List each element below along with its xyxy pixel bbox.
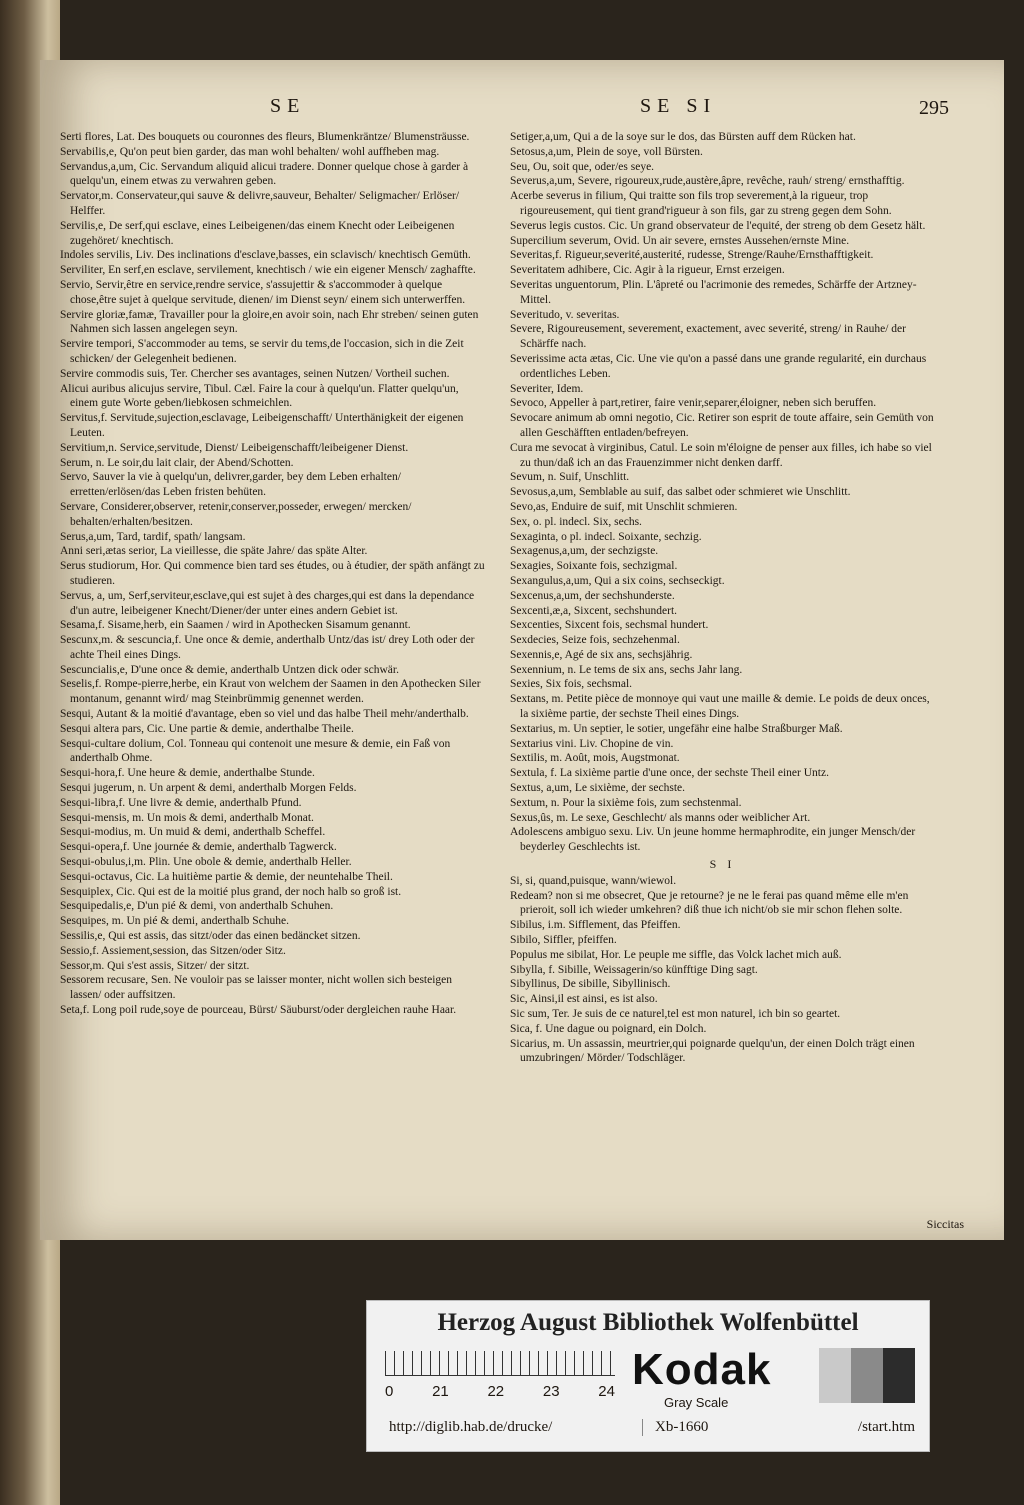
dictionary-entry: Sesqui altera pars, Cic. Une partie & demie, anderthalbe Theile. — [60, 722, 354, 735]
dictionary-entry: Sesqui-cultare dolium, Col. Tonneau qui contenoit une mesure & demie, ein Faß von anderthalb Ohme. — [60, 737, 451, 765]
dictionary-entry: Sesqui jugerum, n. Un arpent & demi, anderthalb Morgen Felds. — [60, 782, 357, 795]
dictionary-entry: Sesqui-mensis, m. Un mois & demi, anderthalb Monat. — [60, 811, 314, 824]
ruler-numbers — [385, 1383, 615, 1400]
dictionary-entry: Servire gloriæ,famæ, Travailler pour la gloire,en avoir soin, nach Ehr streben/ seinen guten Nahmen sich lassen angelegen seyn. — [60, 308, 479, 336]
dictionary-entry: Sesama,f. Sisame,herb, ein Saamen / wird in Apothecken Sisamum genannt. — [60, 619, 411, 632]
dictionary-entry: Severus,a,um, Severe, rigoureux,rude,austère,âpre, revêche, rauh/ streng/ ernsthafftig. — [510, 175, 905, 188]
dictionary-entry: Sexcenus,a,um, der sechshunderste. — [510, 589, 675, 602]
ruler-number: 24 — [598, 1383, 615, 1400]
dictionary-entry: Servare, Considerer,observer, retenir,conserver,posseder, erwegen/ mercken/ behalten/erhalten/besitzen. — [60, 500, 412, 528]
section-heading: S I — [709, 857, 736, 872]
dictionary-entry: Sesqui-modius, m. Un muid & demi, anderthalb Scheffel. — [60, 826, 326, 839]
dictionary-entry: Sexagies, Soixante fois, sechzigmal. — [510, 560, 678, 573]
dictionary-entry: Sibilus, i.m. Sifflement, das Pfeiffen. — [510, 919, 681, 932]
dictionary-entry: Servus, a, um, Serf,serviteur,esclave,qui est sujet à des charges,qui est dans la dependance d'un autre, leibeigener Knecht/Diener/der unter eines andern Gebiet ist. — [60, 589, 475, 617]
dictionary-entry: Adolescens ambiguo sexu. Liv. Un jeune homme hermaphrodite, ein junger Mensch/der beyderley Geschlechts ist. — [510, 826, 916, 854]
dictionary-entry: Sic, Ainsi,il est ainsi, es ist also. — [510, 993, 658, 1006]
dictionary-entry: Servator,m. Conservateur,qui sauve & delivre,sauveur, Behalter/ Seligmacher/ Erlöser/ Helffer. — [60, 190, 460, 217]
dictionary-entry: Sesqui-obulus,i,m. Plin. Une obole & demie, anderthalb Heller. — [60, 856, 352, 869]
dictionary-entry: Sevocare animum ab omni negotio, Cic. Retirer son esprit de toute affaire, sein Gemüth von allen Geschäfften entladen/befreyen. — [510, 412, 934, 439]
dictionary-entry: Sessio,f. Assiement,session, das Sitzen/oder Sitz. — [60, 944, 286, 957]
dictionary-entry: Sex, o. pl. indecl. Six, sechs. — [510, 515, 642, 528]
dictionary-entry: Acerbe severus in filium, Qui traitte son fils trop severement,à la rigueur, trop rigoureusement, qui tient grand'rigueur à son fils, gar zu streng gegen dem Sohn. — [510, 190, 892, 217]
dictionary-entry: Sextum, n. Pour la sixième fois, zum sechstenmal. — [510, 796, 742, 809]
catchword: Siccitas — [926, 1217, 964, 1231]
dictionary-entry: Sessor,m. Qui s'est assis, Sitzer/ der sitzt. — [60, 959, 250, 972]
dictionary-entry: Servitium,n. Service,servitude, Dienst/ Leibeigenschafft/leibeigener Dienst. — [60, 441, 409, 454]
dictionary-entry: Sesqui-libra,f. Une livre & demie, anderthalb Pfund. — [60, 796, 302, 809]
dictionary-entry: Servabilis,e, Qu'on peut bien garder, das man wohl behalten/ wohl auffheben mag. — [60, 145, 440, 158]
dictionary-entry: Sexcenti,æ,a, Sixcent, sechshundert. — [510, 604, 678, 617]
dictionary-entry: Seselis,f. Rompe-pierre,herbe, ein Kraut von welchem der Saamen in den Apothecken Siler montanum, genannt wird/ mag Steinbrümmig genennet werden. — [60, 678, 481, 706]
dictionary-entry: Seta,f. Long poil rude,soye de pourceau, Bürst/ Säuburst/oder dergleichen rauhe Haar. — [60, 1004, 457, 1017]
dictionary-entry: Sexagenus,a,um, der sechzigste. — [510, 545, 659, 558]
running-head-left: SE — [270, 95, 306, 117]
dictionary-entry: Servire tempori, S'accommoder au tems, se servir du tems,de l'occasion, sich in die Zeit schicken/ der Gelegenheit bedienen. — [60, 338, 464, 365]
running-head-right: SE SI — [640, 95, 717, 117]
dictionary-entry: Severitas,f. Rigueur,severité,austerité, rudesse, Strenge/Rauhe/Ernsthafftigkeit. — [510, 249, 874, 262]
library-url: http://diglib.hab.de/drucke/ — [389, 1419, 553, 1435]
card-footer — [367, 1413, 929, 1445]
dictionary-entry: Sevoco, Appeller à part,retirer, faire venir,separer,éloigner, neben sich beruffen. — [510, 397, 877, 410]
dictionary-entry: Sevo,as, Enduire de suif, mit Unschlit schmieren. — [510, 500, 738, 513]
dictionary-entry: Sesqui-hora,f. Une heure & demie, anderthalbe Stunde. — [60, 767, 315, 780]
dictionary-entry: Sextilis, m. Août, mois, Augstmonat. — [510, 752, 680, 765]
dictionary-entry: Severiter, Idem. — [510, 382, 584, 395]
dictionary-entry: Sextans, m. Petite pièce de monnoye qui vaut une maille & demie. Le poids de deux onces, la sixième partie, der sechste Theil eines Dings. — [510, 693, 930, 721]
dictionary-entry: Sesquipes, m. Un pié & demi, anderthalb Schuhe. — [60, 915, 290, 928]
dictionary-entry: Populus me sibilat, Hor. Le peuple me siffle, das Volck lachet mich auß. — [510, 948, 842, 961]
dictionary-entry: Sevosus,a,um, Semblable au suif, das salbet oder schmieret wie Unschlitt. — [510, 486, 851, 499]
dictionary-entry: Sica, f. Une dague ou poignard, ein Dolch. — [510, 1022, 707, 1035]
page-number: 295 — [919, 97, 949, 119]
dictionary-entry: Sesquiplex, Cic. Qui est de la moitié plus grand, der noch halb so groß ist. — [60, 885, 402, 898]
dictionary-entry: Sexus,ûs, m. Le sexe, Geschlecht/ als manns oder weiblicher Art. — [510, 811, 811, 824]
dictionary-entry: Sessorem recusare, Sen. Ne vouloir pas se laisser monter, nicht wollen sich besteigen lassen/ oder auffsitzen. — [60, 974, 453, 1002]
dictionary-entry: Sescunx,m. & sescuncia,f. Une once & demie, anderthalb Untz/das ist/ drey Loth oder der achte Theil eines Dings. — [60, 634, 475, 661]
ruler-number: 22 — [487, 1383, 505, 1400]
dictionary-entry: Severitudo, v. severitas. — [510, 308, 620, 321]
dictionary-entry: Sescuncialis,e, D'une once & demie, anderthalb Untzen dick oder schwär. — [60, 663, 399, 676]
dictionary-entry: Serum, n. Le soir,du lait clair, der Abend/Schotten. — [60, 456, 294, 469]
target-card — [366, 1300, 930, 1452]
dictionary-entry: Sesquipedalis,e, D'un pié & demi, von anderthalb Schuhen. — [60, 900, 334, 913]
dictionary-entry: Setiger,a,um, Qui a de la soye sur le dos, das Bürsten auff dem Rücken hat. — [510, 131, 856, 143]
ruler-number: 0 — [385, 1383, 394, 1400]
dictionary-entry: Sextus, a,um, Le sixième, der sechste. — [510, 782, 686, 795]
dictionary-entry: Sexies, Six fois, sechsmal. — [510, 678, 633, 691]
dictionary-entry: Serus,a,um, Tard, tardif, spath/ langsam. — [60, 530, 246, 543]
left-column — [60, 130, 485, 1018]
start-file: /start.htm — [857, 1419, 915, 1435]
dictionary-entry: Sexaginta, o pl. indecl. Soixante, sechzig. — [510, 530, 702, 543]
dictionary-entry: Servo, Sauver la vie à quelqu'un, delivrer,garder, bey dem Leben erhalten/ erretten/erlösen/das Leben fristen behüten. — [60, 471, 401, 499]
dictionary-entry: Severe, Rigoureusement, severement, exactement, avec severité, streng/ in Rauhe/ der Schärffe nach. — [510, 323, 906, 351]
dictionary-entry: Sesqui-opera,f. Une journée & demie, anderthalb Tagwerck. — [60, 841, 337, 854]
dictionary-entry: Servitus,f. Servitude,sujection,esclavage, Leibeigenschafft/ Unterthänigkeit der eigenen Leuten. — [60, 412, 464, 439]
dictionary-page — [40, 60, 1004, 1240]
dictionary-entry: Sexennium, n. Le tems de six ans, sechs Jahr lang. — [510, 663, 743, 676]
dictionary-entry: Sextula, f. La sixième partie d'une once, der sechste Theil einer Untz. — [510, 767, 829, 780]
gray-swatch — [851, 1348, 883, 1403]
dictionary-entry: Sexangulus,a,um, Qui a six coins, sechseckigt. — [510, 574, 725, 587]
dictionary-entry: Sibilo, Siffler, pfeiffen. — [510, 934, 617, 947]
dictionary-entry: Sesqui, Autant & la moitié d'avantage, eben so viel und das halbe Theil mehr/anderthalb. — [60, 708, 469, 721]
dictionary-entry: Servilis,e, De serf,qui esclave, eines Leibeigenen/das einem Knecht oder Leibeigenen zugehöret/ knechtisch. — [60, 219, 455, 247]
dictionary-entry: Sextarius vini. Liv. Chopine de vin. — [510, 737, 674, 750]
dictionary-entry: Sibylla, f. Sibille, Weissagerin/so künfftige Ding sagt. — [510, 963, 758, 976]
gray-swatch — [819, 1348, 851, 1403]
dictionary-entry: Sesqui-octavus, Cic. La huitième partie & demie, der neuntehalbe Theil. — [60, 870, 393, 883]
dictionary-entry: Serti flores, Lat. Des bouquets ou couronnes des fleurs, Blumenkräntze/ Blumensträusse. — [60, 131, 470, 143]
scale-ruler — [385, 1351, 615, 1376]
dictionary-entry: Sexdecies, Seize fois, sechzehenmal. — [510, 634, 680, 647]
dictionary-entry: Cura me sevocat à virginibus, Catul. Le soin m'éloigne de penser aux filles, ich habe so viel zu thun/daß ich an das Frauenzimmer nicht denken darff. — [510, 441, 932, 469]
gray-swatch — [883, 1348, 915, 1403]
ruler-number: 23 — [542, 1383, 560, 1400]
dictionary-entry: Serus studiorum, Hor. Qui commence bien tard ses études, ou à étudier, der späth anfängt zu studieren. — [60, 560, 485, 587]
right-column — [510, 130, 935, 1066]
dictionary-entry: Sevum, n. Suif, Unschlitt. — [510, 471, 630, 484]
dictionary-entry: Sexennis,e, Agé de six ans, sechsjährig. — [510, 648, 693, 661]
dictionary-entry: Sibyllinus, De sibille, Sibyllinisch. — [510, 978, 671, 991]
dictionary-entry: Sextarius, m. Un septier, le sotier, ungefähr eine halbe Straßburger Maß. — [510, 722, 843, 735]
library-title: Herzog August Bibliothek Wolfenbüttel — [437, 1309, 859, 1336]
dictionary-entry: Indoles servilis, Liv. Des inclinations d'esclave,basses, ein sclavisch/ knechtisch Gemüth. — [60, 249, 471, 262]
dictionary-entry: Servandus,a,um, Cic. Servandum aliquid alicui tradere. Donner quelque chose à garder à quelqu'un, einem etwas zu verwahren geben. — [60, 160, 469, 188]
dictionary-entry: Supercilium severum, Ovid. Un air severe, ernstes Aussehen/ernste Mine. — [510, 234, 850, 247]
dictionary-entry: Serviliter, En serf,en esclave, servilement, knechtisch / wie ein eigener Mensch/ zaghaffte. — [60, 264, 476, 277]
kodak-logo: Kodak — [632, 1345, 772, 1394]
dictionary-entry: Setosus,a,um, Plein de soye, voll Bürsten. — [510, 145, 703, 158]
dictionary-entry: Sexcenties, Sixcent fois, sechsmal hundert. — [510, 619, 709, 632]
dictionary-entry: Sicarius, m. Un assassin, meurtrier,qui poignarde quelqu'un, der einen Dolch trägt einen umzubringen/ Mörder/ Todschläger. — [510, 1037, 915, 1065]
dictionary-entry: Servire commodis suis, Ter. Chercher ses avantages, seinen Nutzen/ Vortheil suchen. — [60, 367, 450, 380]
ruler-number: 21 — [432, 1383, 449, 1400]
dictionary-entry: Redeam? non si me obsecret, Que je retourne? je ne le ferai pas quand même elle m'en prieroit, soll ich wieder umkehren? diß thue ich nicht/ob sie mir schon flehen solte. — [510, 889, 909, 917]
dictionary-entry: Severitatem adhibere, Cic. Agir à la rigueur, Ernst erzeigen. — [510, 264, 785, 277]
dictionary-entry: Servio, Servir,être en service,rendre service, s'assujettir & s'accommoder à quelque chose,être sujet à quelque servitude, dienen/ im Dienst seyn/ einem sich unterwerffen. — [60, 278, 466, 306]
dictionary-entry: Alicui auribus alicujus servire, Tibul. Cæl. Faire la cour à quelqu'un. Flatter quelqu'un, einem gute Worte geben/liebkosen schmeichlen. — [60, 382, 459, 410]
gray-scale-label: Gray Scale — [664, 1395, 729, 1410]
gray-swatches — [819, 1348, 915, 1403]
shelfmark: Xb-1660 — [642, 1419, 708, 1436]
dictionary-entry: Sessilis,e, Qui est assis, das sitzt/oder das einen bedäncket sitzen. — [60, 930, 361, 943]
dictionary-entry: Severissime acta ætas, Cic. Une vie qu'on a passé dans une grande regularité, ein durchaus ordentliches Leben. — [510, 352, 927, 380]
dictionary-entry: Severitas unguentorum, Plin. L'âpreté ou l'acrimonie des remedes, Schärffe der Artzney-Mittel. — [510, 278, 917, 306]
dictionary-entry: Severus legis custos. Cic. Un grand observateur de l'equité, der streng ob dem Gesetz hält. — [510, 219, 926, 232]
dictionary-entry: Sic sum, Ter. Je suis de ce naturel,tel est mon naturel, ich bin so geartet. — [510, 1008, 841, 1021]
dictionary-entry: Anni seri,ætas serior, La vieillesse, die späte Jahre/ das späte Alter. — [60, 545, 368, 558]
dictionary-entry: Si, si, quand,puisque, wann/wiewol. — [510, 874, 677, 887]
dictionary-entry: Seu, Ou, soit que, oder/es seye. — [510, 160, 655, 173]
